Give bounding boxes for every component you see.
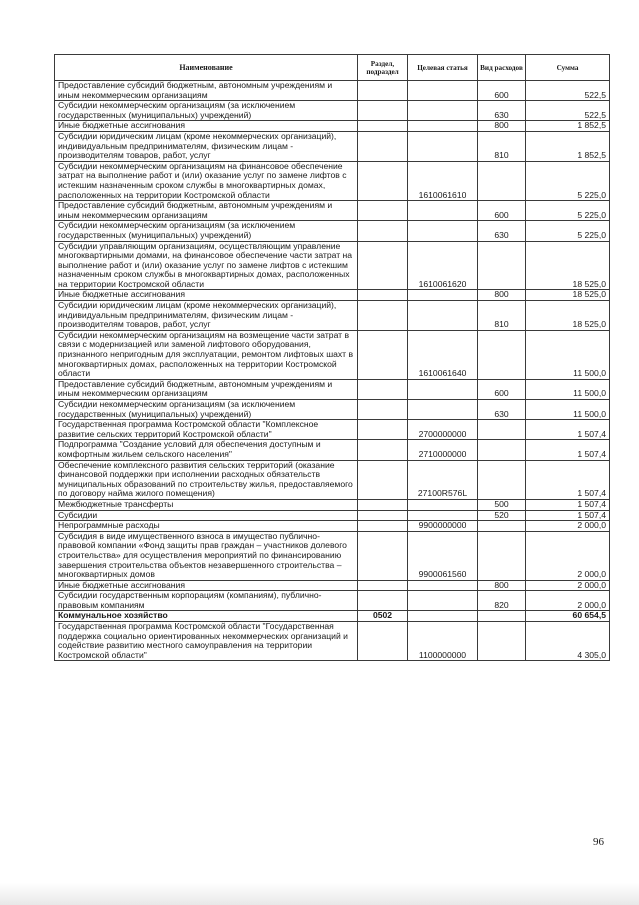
cell-article (408, 101, 478, 121)
cell-section (358, 290, 408, 301)
header-expense-type: Вид расходов (478, 55, 526, 81)
cell-section (358, 580, 408, 591)
cell-section (358, 201, 408, 221)
cell-article: 1610061640 (408, 330, 478, 379)
table-row (55, 101, 610, 121)
cell-sum: 1 507,4 (526, 460, 610, 499)
cell-article: 9900061560 (408, 531, 478, 580)
table-row (55, 591, 610, 611)
table-row (55, 379, 610, 399)
cell-name: Иные бюджетные ассигнования (55, 580, 358, 591)
cell-section (358, 379, 408, 399)
cell-sum: 18 525,0 (526, 290, 610, 301)
cell-article (408, 611, 478, 622)
cell-article: 2700000000 (408, 420, 478, 440)
cell-article (408, 121, 478, 132)
cell-sum: 1 852,5 (526, 121, 610, 132)
table-row (55, 201, 610, 221)
table-row (55, 580, 610, 591)
cell-name: Иные бюджетные ассигнования (55, 290, 358, 301)
cell-article (408, 510, 478, 521)
cell-name: Предоставление субсидий бюджетным, автономным учреждениям и иным некоммерческим организациям (55, 201, 358, 221)
header-name: Наименование (55, 55, 358, 81)
header-sum: Сумма (526, 55, 610, 81)
cell-sum: 2 000,0 (526, 521, 610, 532)
cell-expense-type (478, 161, 526, 200)
cell-name: Обеспечение комплексного развития сельских территорий (оказание финансовой поддержки при исполнении расходных обязательств муниципальных образований по строительству жилья, предоставляемого по договору найма жилого помещения) (55, 460, 358, 499)
cell-sum: 1 507,4 (526, 499, 610, 510)
cell-sum: 5 225,0 (526, 201, 610, 221)
cell-sum: 2 000,0 (526, 580, 610, 591)
table-row (55, 290, 610, 301)
cell-name: Субсидии некоммерческим организациям на возмещение части затрат в связи с модернизацией или заменой лифтового оборудования, признанного непригодным для эксплуатации, ремонтом лифтовых шахт в многоквартирных домах, расположенных на территории Костромской области (55, 330, 358, 379)
header-article: Целевая статья (408, 55, 478, 81)
table-row (55, 510, 610, 521)
cell-article (408, 131, 478, 161)
cell-section (358, 330, 408, 379)
cell-sum: 1 852,5 (526, 131, 610, 161)
cell-section: 0502 (358, 611, 408, 622)
cell-article (408, 499, 478, 510)
cell-section (358, 400, 408, 420)
cell-sum: 1 507,4 (526, 510, 610, 521)
table-row (55, 460, 610, 499)
table-row (55, 440, 610, 460)
cell-section (358, 510, 408, 521)
table-row (55, 241, 610, 290)
cell-section (358, 622, 408, 661)
cell-name: Иные бюджетные ассигнования (55, 121, 358, 132)
cell-expense-type: 600 (478, 81, 526, 101)
cell-sum: 5 225,0 (526, 161, 610, 200)
cell-name: Субсидии юридическим лицам (кроме некоммерческих организаций), индивидуальным предпринимателям, физическим лицам - производителям товаров, работ, услуг (55, 301, 358, 331)
cell-name: Субсидии некоммерческим организациям на финансовое обеспечение затрат на выполнение работ и (или) оказание услуг по замене лифтов с истекшим назначенным сроком службы в многоквартирных домах, расположенных на территории Костромской области (55, 161, 358, 200)
cell-article: 2710000000 (408, 440, 478, 460)
table-row (55, 301, 610, 331)
cell-section (358, 241, 408, 290)
cell-expense-type (478, 460, 526, 499)
table-body (55, 81, 610, 661)
cell-expense-type: 630 (478, 101, 526, 121)
cell-article (408, 81, 478, 101)
cell-name: Государственная программа Костромской области "Комплексное развитие сельских территорий Костромской области" (55, 420, 358, 440)
table-row (55, 521, 610, 532)
cell-sum: 2 000,0 (526, 531, 610, 580)
scan-edge-shade (0, 883, 639, 905)
cell-section (358, 521, 408, 532)
cell-expense-type: 800 (478, 290, 526, 301)
cell-section (358, 221, 408, 241)
cell-article (408, 201, 478, 221)
table-row (55, 499, 610, 510)
table-row (55, 330, 610, 379)
cell-expense-type (478, 241, 526, 290)
cell-sum: 522,5 (526, 81, 610, 101)
cell-sum: 11 500,0 (526, 330, 610, 379)
cell-article: 27100R576L (408, 460, 478, 499)
cell-section (358, 499, 408, 510)
cell-section (358, 301, 408, 331)
cell-name: Непрограммные расходы (55, 521, 358, 532)
cell-expense-type: 600 (478, 201, 526, 221)
table-row (55, 611, 610, 622)
cell-article (408, 580, 478, 591)
cell-expense-type (478, 420, 526, 440)
table-row (55, 531, 610, 580)
cell-expense-type: 810 (478, 131, 526, 161)
cell-sum: 11 500,0 (526, 400, 610, 420)
cell-section (358, 420, 408, 440)
cell-expense-type (478, 622, 526, 661)
cell-article: 9900000000 (408, 521, 478, 532)
cell-article (408, 290, 478, 301)
cell-section (358, 460, 408, 499)
cell-expense-type (478, 531, 526, 580)
cell-name: Субсидии некоммерческим организациям (за исключением государственных (муниципальных) учреждений) (55, 400, 358, 420)
table-row (55, 622, 610, 661)
cell-section (358, 81, 408, 101)
cell-expense-type: 500 (478, 499, 526, 510)
cell-section (358, 161, 408, 200)
cell-sum: 2 000,0 (526, 591, 610, 611)
cell-name: Субсидии некоммерческим организациям (за исключением государственных (муниципальных) учреждений) (55, 221, 358, 241)
table-row (55, 161, 610, 200)
cell-section (358, 531, 408, 580)
page-number: 96 (593, 836, 604, 848)
cell-sum: 4 305,0 (526, 622, 610, 661)
cell-section (358, 591, 408, 611)
cell-name: Субсидии управляющим организациям, осуществляющим управление многоквартирными домами, на финансовое обеспечение части затрат на выполнение работ и (или) оказание услуг по замене лифтов с истекшим назначенным сроком службы в многоквартирных домах, расположенных на территории Костромской области (55, 241, 358, 290)
cell-expense-type: 800 (478, 580, 526, 591)
cell-name: Предоставление субсидий бюджетным, автономным учреждениям и иным некоммерческим организациям (55, 379, 358, 399)
header-section: Раздел, подраздел (358, 55, 408, 81)
cell-section (358, 131, 408, 161)
cell-article (408, 591, 478, 611)
cell-expense-type (478, 611, 526, 622)
cell-sum: 18 525,0 (526, 241, 610, 290)
cell-article: 1610061610 (408, 161, 478, 200)
cell-name: Предоставление субсидий бюджетным, автономным учреждениям и иным некоммерческим организациям (55, 81, 358, 101)
cell-expense-type: 820 (478, 591, 526, 611)
table-row (55, 81, 610, 101)
cell-article (408, 400, 478, 420)
cell-name: Государственная программа Костромской области "Государственная поддержка социально ориентированных некоммерческих организаций и содействие развитию местного самоуправления на территории Костромской области" (55, 622, 358, 661)
cell-sum: 1 507,4 (526, 440, 610, 460)
cell-name: Субсидии юридическим лицам (кроме некоммерческих организаций), индивидуальным предпринимателям, физическим лицам - производителям товаров, работ, услуг (55, 131, 358, 161)
cell-name: Субсидии государственным корпорациям (компаниям), публично-правовым компаниям (55, 591, 358, 611)
cell-expense-type: 630 (478, 400, 526, 420)
cell-expense-type: 800 (478, 121, 526, 132)
cell-expense-type (478, 330, 526, 379)
cell-name: Коммунальное хозяйство (55, 611, 358, 622)
budget-table (54, 54, 610, 661)
cell-section (358, 121, 408, 132)
cell-sum: 18 525,0 (526, 301, 610, 331)
cell-name: Субсидия в виде имущественного взноса в имущество публично-правовой компании «Фонд защиты прав граждан – участников долевого строительства» для осуществления мероприятий по финансированию завершения строительства объектов незавершенного строительства – многоквартирных домов (55, 531, 358, 580)
cell-article (408, 379, 478, 399)
cell-expense-type: 630 (478, 221, 526, 241)
cell-article: 1100000000 (408, 622, 478, 661)
cell-name: Межбюджетные трансферты (55, 499, 358, 510)
cell-expense-type: 520 (478, 510, 526, 521)
table-row (55, 121, 610, 132)
cell-sum: 1 507,4 (526, 420, 610, 440)
cell-sum: 5 225,0 (526, 221, 610, 241)
table-row (55, 221, 610, 241)
cell-expense-type (478, 440, 526, 460)
cell-sum: 522,5 (526, 101, 610, 121)
table-header-row (55, 55, 610, 81)
cell-expense-type: 600 (478, 379, 526, 399)
cell-article: 1610061620 (408, 241, 478, 290)
cell-name: Субсидии некоммерческим организациям (за исключением государственных (муниципальных) учреждений) (55, 101, 358, 121)
cell-expense-type: 810 (478, 301, 526, 331)
cell-expense-type (478, 521, 526, 532)
cell-name: Подпрограмма "Создание условий для обеспечения доступным и комфортным жильем сельского населения" (55, 440, 358, 460)
table-row (55, 420, 610, 440)
cell-article (408, 221, 478, 241)
cell-section (358, 440, 408, 460)
table-row (55, 131, 610, 161)
table-row (55, 400, 610, 420)
cell-section (358, 101, 408, 121)
cell-sum: 60 654,5 (526, 611, 610, 622)
cell-sum: 11 500,0 (526, 379, 610, 399)
cell-article (408, 301, 478, 331)
cell-name: Субсидии (55, 510, 358, 521)
